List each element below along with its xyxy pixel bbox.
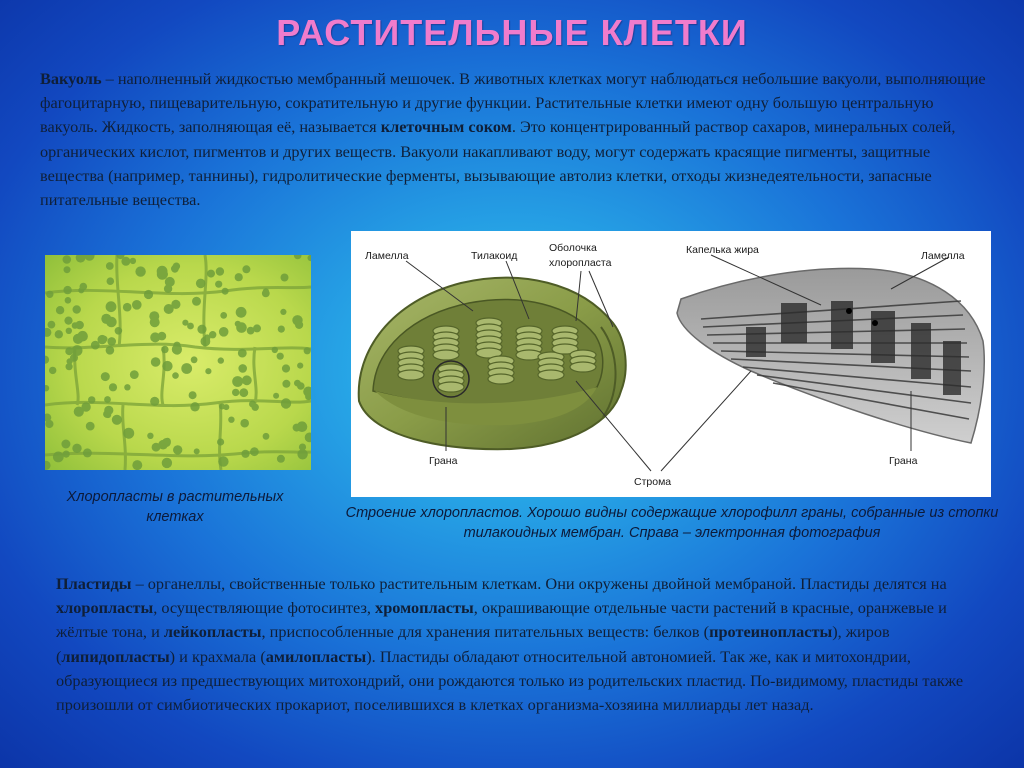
chloroplast-granule xyxy=(280,309,286,315)
plastids-text-4: , приспособленные для хранения питательных веществ: белков ( xyxy=(261,622,710,642)
vacuole-paragraph xyxy=(40,67,992,212)
chloroplast-granule xyxy=(171,265,179,273)
label-grana-right: Грана xyxy=(889,455,918,467)
chloroplast-granule xyxy=(74,407,84,417)
chloroplast-granule xyxy=(73,305,81,313)
thylakoid-disc xyxy=(433,350,459,360)
chloroplast-granule xyxy=(181,363,192,374)
chloroplast-granule xyxy=(151,357,161,367)
chloroplast-granule xyxy=(304,347,311,354)
label-lamella-left: Ламелла xyxy=(365,250,409,262)
chloroplast-granule xyxy=(299,444,306,451)
chloroplast-granule xyxy=(80,283,88,291)
electron-micrograph xyxy=(677,268,984,443)
chloroplast-granule xyxy=(278,326,285,333)
chloroplast-granule xyxy=(150,317,160,327)
lipidoplasts-term: липидопласты xyxy=(61,646,170,666)
thylakoid-disc xyxy=(488,374,514,384)
chloroplast-granule xyxy=(262,290,270,298)
chloroplast-granule xyxy=(61,440,70,449)
chloroplast-granule xyxy=(124,384,130,390)
chloroplast-granule xyxy=(101,372,110,381)
label-thylakoid: Тилакоид xyxy=(471,250,518,262)
label-grana-left: Грана xyxy=(429,455,458,467)
chloroplast-granule xyxy=(173,445,182,454)
chloroplast-structure-diagram xyxy=(351,231,991,497)
chloroplast-granule xyxy=(63,451,70,458)
chloroplast-granule xyxy=(239,388,248,397)
chloroplast-granule xyxy=(86,422,95,431)
chloroplast-granule xyxy=(135,266,145,276)
chloroplast-granule xyxy=(56,306,64,314)
label-envelope-1: Оболочка xyxy=(549,242,597,254)
chloroplast-granule xyxy=(101,336,107,342)
chloroplast-granule xyxy=(197,325,206,334)
chloroplast-granule xyxy=(64,266,71,273)
chloroplast-granule xyxy=(182,320,188,326)
chloroplast-granule xyxy=(106,262,114,270)
chloroplast-granule xyxy=(162,458,172,468)
vacuole-text-1: – наполненный жидкостью мембранный мешочек. В животных клетках могут наблюдаться небольшие вакуоли, выполняющие фагоцитарную, пищеварительную, сократительную и другие функции. Растительные клетки имеют одну большую центральную вакуоль. Жидкость, заполняющая её, называется xyxy=(40,69,986,137)
chloroplast-granule xyxy=(189,391,197,399)
chloroplast-granule xyxy=(294,380,301,387)
chloroplast-granule xyxy=(88,396,95,403)
chloroplast-granule xyxy=(219,327,229,337)
label-lamella-right: Ламелла xyxy=(921,250,965,262)
chloroplast-granule xyxy=(164,438,171,445)
vacuole-text-2: . Это концентрированный раствор сахаров, минеральных солей, органических кислот, пигментов и других веществ. Вакуоли накапливают воду, могут содержать красящие пигменты, защитные вещества (например, таннины), гидролитические ферменты, вызывающие автолиз клетки, отходы жизнедеятельности, запасные питательные вещества. xyxy=(40,117,956,210)
plastids-paragraph xyxy=(56,572,990,717)
chloroplast-granule xyxy=(282,380,290,388)
chloroplast-granule xyxy=(107,277,115,285)
chloroplast-granule xyxy=(123,303,132,312)
chloroplast-3d-model xyxy=(359,278,626,449)
chloroplast-granule xyxy=(277,455,285,463)
chloroplast-granule xyxy=(207,270,215,278)
chloroplast-granule xyxy=(152,443,161,452)
plastids-text-6: ) и крахмала ( xyxy=(169,646,266,666)
chloroplast-granule xyxy=(297,421,308,432)
chloroplast-granule xyxy=(192,297,201,306)
chloroplast-granule xyxy=(65,297,72,304)
chloroplast-granule xyxy=(277,353,284,360)
chloroplast-granule xyxy=(232,389,239,396)
chloroplast-granule xyxy=(150,397,159,406)
amyloplasts-term: амилопласты xyxy=(265,646,367,666)
chloroplast-granule xyxy=(281,274,289,282)
plastids-text-3: , окрашивающие отдельные части растений в красные, оранжевые и жёлтые тона, и xyxy=(56,598,947,642)
chloroplast-granule xyxy=(273,393,279,399)
chloroplast-granule xyxy=(205,368,211,374)
chloroplast-granule xyxy=(190,402,199,411)
chloroplast-granule xyxy=(48,321,56,329)
chloroplast-granule xyxy=(282,364,290,372)
chloroplast-granule xyxy=(130,258,136,264)
chloroplast-granule xyxy=(219,404,225,410)
chloroplast-granule xyxy=(106,301,117,312)
chloroplast-granule xyxy=(53,452,64,463)
chloroplast-granule xyxy=(104,396,111,403)
chloroplast-granule xyxy=(272,347,278,353)
chloroplast-granule xyxy=(218,357,224,363)
chloroplast-granule xyxy=(236,307,247,318)
slide-title: РАСТИТЕЛЬНЫЕ КЛЕТКИ xyxy=(276,12,748,53)
chloroplast-granule xyxy=(45,420,53,428)
chloroplast-granule xyxy=(66,328,72,334)
chloroplast-granule xyxy=(196,279,206,289)
chloroplast-granule xyxy=(281,398,291,408)
chloroplast-granule xyxy=(64,317,72,325)
chloroplast-granule xyxy=(161,346,168,353)
chloroplast-granule xyxy=(297,363,303,369)
chloroplast-granule xyxy=(173,346,182,355)
chloroplast-granule xyxy=(249,401,256,408)
chloroplast-granule xyxy=(172,372,179,379)
chloroplast-granule xyxy=(157,266,168,277)
cell-sap-term: клеточным соком xyxy=(380,117,512,137)
chloroplast-granule xyxy=(104,406,113,415)
chromoplasts-term: хромопласты xyxy=(375,598,474,618)
chloroplast-granule xyxy=(75,321,84,330)
chloroplast-granule xyxy=(63,286,71,294)
chloroplast-granule xyxy=(144,290,153,299)
chloroplast-granule xyxy=(250,447,259,456)
thylakoid-disc xyxy=(398,370,424,380)
chloroplast-granule xyxy=(235,321,241,327)
chloroplast-granule xyxy=(220,312,227,319)
thylakoid-disc xyxy=(570,362,596,372)
plastids-text-1: – органеллы, свойственные только растительным клеткам. Они окружены двойной мембраной. Пластиды делятся на xyxy=(131,574,947,593)
plastids-text-7: ). Пластиды обладают относительной автономией. Так же, как и митохондрии, образующиеся из предшествующих митохондрий, они рождаются только из родительских пластид. По-видимому, пластиды также произошли от симбиотических прокариот, поселившихся в клетках организма-хозяина миллиарды лет назад. xyxy=(56,646,964,715)
chloroplast-granule xyxy=(253,324,261,332)
leucoplasts-term: лейкопласты xyxy=(163,622,262,642)
thylakoid-disc xyxy=(538,370,564,380)
chloroplast-granule xyxy=(115,327,123,335)
chloroplast-granule xyxy=(106,317,117,328)
chloroplast-granule xyxy=(238,349,247,358)
chloroplast-granule xyxy=(164,285,172,293)
chloroplast-granule xyxy=(147,433,153,439)
chloroplast-granule xyxy=(106,346,115,355)
chloroplast-granule xyxy=(238,364,247,373)
chloroplast-granule xyxy=(242,375,252,385)
chloroplast-granule xyxy=(49,367,56,374)
label-envelope-2: хлоропласта xyxy=(549,257,612,269)
chloroplast-granule xyxy=(218,456,228,466)
chloroplast-granule xyxy=(216,267,224,275)
label-stroma: Строма xyxy=(634,476,672,488)
chloroplast-granule xyxy=(112,415,122,425)
chloroplast-granule xyxy=(232,376,243,387)
chloroplast-granule xyxy=(46,291,53,298)
chloroplast-granule xyxy=(215,281,222,288)
chloroplast-granule xyxy=(194,448,200,454)
diagram-caption: Строение хлоропластов. Хорошо видны содержащие хлорофилл граны, собранные из стопки тилакоидных мембран. Справа – электронная фотография xyxy=(345,505,999,541)
chloroplast-granule xyxy=(83,448,92,457)
chloroplasts-term: хлоропласты xyxy=(56,598,154,618)
chloroplast-granule xyxy=(72,444,81,453)
chloroplast-granule xyxy=(123,428,134,439)
chloroplast-granule xyxy=(242,265,250,273)
chloroplast-granule xyxy=(228,417,234,423)
chloroplast-granule xyxy=(162,361,172,371)
chloroplast-granule xyxy=(209,331,216,338)
chloroplast-granule xyxy=(235,273,243,281)
chloroplast-granule xyxy=(150,332,160,342)
label-lipid-droplet: Капелька жира xyxy=(686,244,759,256)
chloroplast-granule xyxy=(292,315,302,325)
plastids-text-2: , осуществляющие фотосинтез, xyxy=(153,598,376,618)
chloroplast-micrograph xyxy=(45,255,311,470)
chloroplast-granule xyxy=(241,450,249,458)
chloroplast-granule xyxy=(164,304,174,314)
photo-caption: Хлоропласты в растительных клетках xyxy=(66,489,284,525)
thylakoid-disc xyxy=(438,382,464,392)
chloroplast-granule xyxy=(109,383,117,391)
chloroplast-granule xyxy=(132,300,142,310)
chloroplast-granule xyxy=(55,330,63,338)
proteinoplasts-term: протеинопласты xyxy=(709,622,833,642)
plastids-text-5: ), жиров ( xyxy=(56,622,890,666)
plastids-term: Пластиды xyxy=(56,574,132,593)
chloroplast-granule xyxy=(191,356,198,363)
chloroplast-granule xyxy=(132,460,142,470)
chloroplast-granule xyxy=(65,347,73,355)
chloroplast-granule xyxy=(63,255,72,264)
chloroplast-granule xyxy=(222,288,229,295)
chloroplast-granule xyxy=(107,337,116,346)
vacuole-term: Вакуоль xyxy=(40,69,102,88)
chloroplast-granule xyxy=(130,370,139,379)
chloroplast-granule xyxy=(263,433,270,440)
chloroplast-granule xyxy=(217,438,224,445)
chloroplast-granule xyxy=(67,358,73,364)
chloroplast-granule xyxy=(77,331,88,342)
chloroplast-granule xyxy=(240,419,249,428)
